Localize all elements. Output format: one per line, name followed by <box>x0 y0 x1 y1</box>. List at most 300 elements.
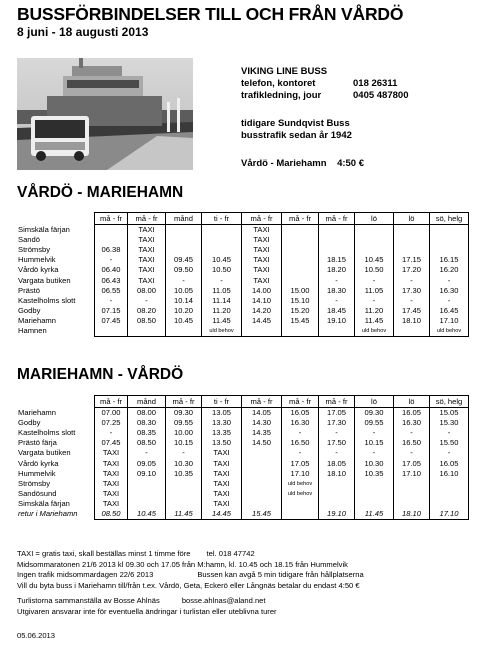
contact-block <box>241 66 461 170</box>
time-cell: 16.45 <box>430 306 469 316</box>
time-cell: - <box>282 428 319 438</box>
time-cell: uld behov <box>282 479 319 489</box>
time-cell <box>282 509 319 520</box>
table-row <box>17 306 469 316</box>
time-cell: 19.10 <box>319 316 355 326</box>
time-cell: 06.55 <box>95 286 128 296</box>
table-row <box>17 418 469 428</box>
contact-row <box>241 90 461 102</box>
time-cell <box>242 499 282 509</box>
time-cell: 19.10 <box>319 509 355 520</box>
time-cell <box>282 225 319 236</box>
time-cell: TAXI <box>95 499 128 509</box>
time-cell <box>430 225 469 236</box>
time-cell: 17.10 <box>394 469 430 479</box>
time-cell: 09.30 <box>166 408 202 419</box>
time-cell: 10.45 <box>166 316 202 326</box>
time-cell <box>319 489 355 499</box>
time-cell: - <box>355 275 394 285</box>
time-cell <box>319 479 355 489</box>
time-cell: uld behov <box>430 326 469 337</box>
time-cell: 15.50 <box>430 438 469 448</box>
time-cell <box>166 489 202 499</box>
day-header: månd <box>128 396 166 408</box>
note-line <box>17 549 472 560</box>
time-cell: 17.05 <box>319 408 355 419</box>
time-cell: TAXI <box>242 275 282 285</box>
time-cell: - <box>394 428 430 438</box>
time-cell: - <box>394 275 430 285</box>
time-cell: 09.50 <box>166 265 202 275</box>
day-header: lö <box>394 396 430 408</box>
time-cell: TAXI <box>202 499 242 509</box>
time-cell: 17.15 <box>394 255 430 265</box>
time-cell <box>95 225 128 236</box>
note-midsummer: Ingen trafik midsommardagen 22/6 2013 <box>17 570 154 579</box>
day-header: må - fr <box>319 396 355 408</box>
time-cell: 17.10 <box>430 509 469 520</box>
time-cell: 07.25 <box>95 418 128 428</box>
time-cell: 10.45 <box>355 255 394 265</box>
time-cell: 10.50 <box>202 265 242 275</box>
time-cell <box>166 245 202 255</box>
time-cell: 16.30 <box>394 418 430 428</box>
time-cell: - <box>319 275 355 285</box>
time-cell: 15.10 <box>282 296 319 306</box>
timetable-vardo-mariehamn <box>17 212 469 337</box>
note-taxi: TAXI = gratis taxi, skall beställas minst 1 timme före <box>17 549 191 558</box>
time-cell: 18.20 <box>319 265 355 275</box>
time-cell: - <box>319 448 355 458</box>
note-line <box>17 596 472 607</box>
time-cell <box>242 469 282 479</box>
time-cell: TAXI <box>202 458 242 468</box>
time-cell: 11.05 <box>355 286 394 296</box>
day-header: må - fr <box>319 213 355 225</box>
time-cell: 18.10 <box>319 469 355 479</box>
stop-name: Strömsby <box>18 478 51 488</box>
time-cell: 16.30 <box>282 418 319 428</box>
time-cell <box>242 489 282 499</box>
header-row <box>17 396 469 408</box>
table-row <box>17 448 469 458</box>
time-cell: 08.35 <box>128 428 166 438</box>
time-cell: 08.50 <box>95 509 128 520</box>
time-cell: - <box>430 428 469 438</box>
note-compiler: Turlistorna sammanställa av Bosse Ahlnäs <box>17 596 160 605</box>
time-cell <box>394 489 430 499</box>
time-cell <box>282 265 319 275</box>
time-cell: 14.20 <box>242 306 282 316</box>
note-line <box>17 570 472 581</box>
time-cell: 16.15 <box>430 255 469 265</box>
day-header: må - fr <box>95 213 128 225</box>
time-cell: 17.10 <box>282 469 319 479</box>
note-email: bosse.ahlnas@aland.net <box>181 596 266 605</box>
time-cell <box>166 326 202 337</box>
stop-name: Kastelholms slott <box>18 295 76 305</box>
stop-name: Prästö färja <box>18 438 57 448</box>
time-cell: 11.14 <box>202 296 242 306</box>
contact-value: 0405 487800 <box>353 90 409 101</box>
time-cell <box>95 326 128 337</box>
time-cell: 14.45 <box>202 509 242 520</box>
table-row <box>17 235 469 245</box>
day-header: må - fr <box>282 213 319 225</box>
day-header: må - fr <box>95 396 128 408</box>
time-cell <box>202 235 242 245</box>
time-cell: TAXI <box>128 265 166 275</box>
ferry-bus-photo <box>17 58 193 170</box>
time-cell: - <box>430 448 469 458</box>
time-cell: 17.50 <box>319 438 355 448</box>
time-cell: 16.05 <box>282 408 319 419</box>
day-header: sö, helg <box>430 213 469 225</box>
time-cell: 09.45 <box>166 255 202 265</box>
time-cell: 17.05 <box>394 458 430 468</box>
time-cell: 08.00 <box>128 286 166 296</box>
stop-name: Hamnen <box>18 326 47 336</box>
time-cell: 14.35 <box>242 428 282 438</box>
time-cell <box>355 245 394 255</box>
table-row <box>17 489 469 499</box>
time-cell: 07.45 <box>95 316 128 326</box>
time-cell: 10.45 <box>202 255 242 265</box>
contact-label: telefon, kontoret <box>241 78 316 89</box>
time-cell: 18.10 <box>394 509 430 520</box>
time-cell: 11.05 <box>202 286 242 296</box>
time-cell <box>394 479 430 489</box>
time-cell: TAXI <box>242 225 282 236</box>
time-cell <box>282 326 319 337</box>
time-cell <box>128 479 166 489</box>
contact-row <box>241 78 461 90</box>
day-header: månd <box>166 213 202 225</box>
time-cell: TAXI <box>95 489 128 499</box>
time-cell: 10.05 <box>166 286 202 296</box>
history-line: busstrafik sedan år 1942 <box>241 130 352 141</box>
time-cell: 17.30 <box>394 286 430 296</box>
time-cell: 10.20 <box>166 306 202 316</box>
time-cell: TAXI <box>128 275 166 285</box>
table-row <box>17 316 469 326</box>
time-cell: 15.20 <box>282 306 319 316</box>
time-cell: 16.30 <box>430 286 469 296</box>
table-row <box>17 225 469 236</box>
time-cell: 16.05 <box>394 408 430 419</box>
time-cell <box>430 235 469 245</box>
stop-name: Sandösund <box>18 488 57 498</box>
time-cell: 15.45 <box>282 316 319 326</box>
time-cell <box>202 225 242 236</box>
time-cell <box>355 499 394 509</box>
time-cell: 11.45 <box>355 316 394 326</box>
time-cell: TAXI <box>95 479 128 489</box>
time-cell: 11.45 <box>355 509 394 520</box>
time-cell: - <box>430 296 469 306</box>
time-cell <box>242 326 282 337</box>
table-row <box>17 408 469 419</box>
stop-name: Simskäla färjan <box>18 224 70 234</box>
time-cell <box>430 489 469 499</box>
time-cell: - <box>202 275 242 285</box>
day-header: må - fr <box>128 213 166 225</box>
time-cell <box>166 225 202 236</box>
section-heading-mariehamn-vardo: MARIEHAMN - VÅRDÖ <box>17 366 184 383</box>
time-cell: 10.14 <box>166 296 202 306</box>
stop-name: Vargata butiken <box>18 448 71 458</box>
time-cell: 09.05 <box>128 458 166 468</box>
time-cell: 15.30 <box>430 418 469 428</box>
stop-name: Hummelvik <box>18 468 56 478</box>
note-early-departure: Bussen kan avgå 5 min tidigare från hållplatserna <box>197 570 364 579</box>
time-cell <box>319 245 355 255</box>
time-cell: - <box>394 448 430 458</box>
contact-label: trafikledning, jour <box>241 90 322 101</box>
time-cell: 15.45 <box>242 509 282 520</box>
section-heading-vardo-mariehamn: VÅRDÖ - MARIEHAMN <box>17 184 184 201</box>
time-cell: 10.35 <box>355 469 394 479</box>
time-cell: 10.15 <box>166 438 202 448</box>
date-range: 8 juni - 18 augusti 2013 <box>17 25 149 39</box>
time-cell: TAXI <box>95 469 128 479</box>
time-cell: uld behov <box>202 326 242 337</box>
print-date: 05.06.2013 <box>17 631 56 640</box>
time-cell: 06.43 <box>95 275 128 285</box>
table-row <box>17 499 469 509</box>
time-cell: 16.50 <box>394 438 430 448</box>
stop-name: Mariehamn <box>18 407 56 417</box>
time-cell: TAXI <box>95 448 128 458</box>
time-cell <box>282 245 319 255</box>
day-header: ti - fr <box>202 396 242 408</box>
table-row <box>17 438 469 448</box>
fare-line: Vårdö - Mariehamn 4:50 € <box>241 158 365 169</box>
stop-name: Kastelholms slott <box>18 428 76 438</box>
time-cell: 18.10 <box>394 316 430 326</box>
time-cell: - <box>95 255 128 265</box>
time-cell <box>242 479 282 489</box>
time-cell: 08.20 <box>128 306 166 316</box>
time-cell: 06.40 <box>95 265 128 275</box>
time-cell: 10.35 <box>166 469 202 479</box>
time-cell: 15.05 <box>430 408 469 419</box>
time-cell: 11.45 <box>202 316 242 326</box>
time-cell <box>128 326 166 337</box>
time-cell: 13.30 <box>202 418 242 428</box>
time-cell <box>394 245 430 255</box>
time-cell: 08.50 <box>128 316 166 326</box>
table-row <box>17 479 469 489</box>
note-line: Vill du byta buss i Mariehamn till/från t.ex. Vårdö, Geta, Eckerö eller Långnäs betalar du endast 4:50 € <box>17 580 360 590</box>
time-cell: 10.30 <box>166 458 202 468</box>
time-cell: 10.00 <box>166 428 202 438</box>
stop-name: Vårdö kyrka <box>18 265 59 275</box>
time-cell: - <box>95 428 128 438</box>
time-cell: 16.20 <box>430 265 469 275</box>
stop-name: Strömsby <box>18 245 51 255</box>
time-cell: 16.10 <box>430 469 469 479</box>
time-cell: TAXI <box>128 255 166 265</box>
time-cell: - <box>355 428 394 438</box>
contact-value: 018 26311 <box>353 78 398 89</box>
day-header: må - fr <box>282 396 319 408</box>
time-cell <box>355 235 394 245</box>
time-cell: TAXI <box>128 235 166 245</box>
stop-name: Godby <box>18 418 41 428</box>
stop-name: Hummelvik <box>18 255 56 265</box>
stop-name: Prästö <box>18 285 40 295</box>
time-cell: 14.50 <box>242 438 282 448</box>
time-cell: 08.50 <box>128 438 166 448</box>
time-cell <box>128 499 166 509</box>
timetable-mariehamn-vardo <box>17 395 469 520</box>
page-title: BUSSFÖRBINDELSER TILL OCH FRÅN VÅRDÖ <box>17 4 404 24</box>
time-cell: 10.45 <box>128 509 166 520</box>
time-cell: 09.55 <box>355 418 394 428</box>
time-cell: 14.05 <box>242 408 282 419</box>
time-cell: TAXI <box>242 255 282 265</box>
time-cell <box>319 326 355 337</box>
time-cell: 17.05 <box>282 458 319 468</box>
time-cell: - <box>282 448 319 458</box>
notes-block <box>17 549 472 642</box>
time-cell: 07.15 <box>95 306 128 316</box>
day-header: må - fr <box>242 213 282 225</box>
time-cell <box>282 499 319 509</box>
time-cell: 08.00 <box>128 408 166 419</box>
time-cell <box>394 235 430 245</box>
header-blank <box>17 396 95 408</box>
time-cell: uld behov <box>282 489 319 499</box>
time-cell: - <box>128 296 166 306</box>
time-cell: 15.00 <box>282 286 319 296</box>
time-cell: - <box>166 448 202 458</box>
time-cell <box>166 499 202 509</box>
day-header: lö <box>394 213 430 225</box>
time-cell: - <box>128 448 166 458</box>
time-cell: 06.38 <box>95 245 128 255</box>
time-cell: 17.45 <box>394 306 430 316</box>
stop-name: Mariehamn <box>18 315 56 325</box>
table-row <box>17 245 469 255</box>
table-row <box>17 296 469 306</box>
table-row <box>17 458 469 468</box>
time-cell: TAXI <box>242 265 282 275</box>
time-cell: 18.45 <box>319 306 355 316</box>
day-header: ti - fr <box>202 213 242 225</box>
time-cell: 10.15 <box>355 438 394 448</box>
time-cell: 17.30 <box>319 418 355 428</box>
table-row <box>17 428 469 438</box>
time-cell: TAXI <box>202 479 242 489</box>
time-cell: 18.30 <box>319 286 355 296</box>
time-cell: TAXI <box>128 225 166 236</box>
stop-name: Vårdö kyrka <box>18 458 59 468</box>
stop-name: Vargata butiken <box>18 275 71 285</box>
table-row <box>17 275 469 285</box>
time-cell: - <box>95 296 128 306</box>
time-cell: - <box>355 296 394 306</box>
time-cell: 09.10 <box>128 469 166 479</box>
time-cell <box>282 255 319 265</box>
day-header: lö <box>355 213 394 225</box>
table-row <box>17 286 469 296</box>
time-cell <box>319 225 355 236</box>
time-cell <box>355 489 394 499</box>
time-cell: TAXI <box>242 235 282 245</box>
time-cell: 18.15 <box>319 255 355 265</box>
time-cell <box>394 326 430 337</box>
time-cell: TAXI <box>95 458 128 468</box>
day-header: sö, helg <box>430 396 469 408</box>
stop-name: Sandö <box>18 235 40 245</box>
note-line: Utgivaren ansvarar inte för eventuella ändringar i turlistan eller uteblivna turer <box>17 606 277 616</box>
time-cell: - <box>319 296 355 306</box>
time-cell <box>430 499 469 509</box>
time-cell: 13.05 <box>202 408 242 419</box>
table-row <box>17 265 469 275</box>
note-line: Midsommaratonen 21/6 2013 kl 09.30 och 17.05 från M:hamn, kl. 10.45 och 18.15 från Hummelvik <box>17 559 348 569</box>
header-row <box>17 213 469 225</box>
time-cell: 14.30 <box>242 418 282 428</box>
time-cell: 07.00 <box>95 408 128 419</box>
time-cell <box>128 489 166 499</box>
time-cell: - <box>355 448 394 458</box>
time-cell <box>242 448 282 458</box>
time-cell: TAXI <box>202 448 242 458</box>
time-cell: TAXI <box>242 245 282 255</box>
stop-name: Simskäla färjan <box>18 498 70 508</box>
time-cell <box>282 235 319 245</box>
time-cell: - <box>430 275 469 285</box>
stop-name: retur i Mariehamn <box>18 509 78 519</box>
time-cell: 14.45 <box>242 316 282 326</box>
time-cell: 10.30 <box>355 458 394 468</box>
time-cell: 14.00 <box>242 286 282 296</box>
table-row <box>17 255 469 265</box>
time-cell: 07.45 <box>95 438 128 448</box>
time-cell: - <box>166 275 202 285</box>
time-cell <box>166 479 202 489</box>
time-cell <box>319 235 355 245</box>
table-row <box>17 326 469 337</box>
time-cell: 13.35 <box>202 428 242 438</box>
time-cell: uld behov <box>355 326 394 337</box>
time-cell <box>202 245 242 255</box>
time-cell: - <box>394 296 430 306</box>
time-cell: 14.10 <box>242 296 282 306</box>
time-cell: TAXI <box>202 469 242 479</box>
stop-name: Godby <box>18 305 41 315</box>
time-cell: 17.10 <box>430 316 469 326</box>
time-cell: 10.50 <box>355 265 394 275</box>
time-cell: TAXI <box>202 489 242 499</box>
time-cell <box>355 479 394 489</box>
time-cell <box>394 225 430 236</box>
time-cell <box>166 235 202 245</box>
note-taxi-phone: tel. 018 47742 <box>206 549 255 558</box>
time-cell <box>319 499 355 509</box>
time-cell <box>282 275 319 285</box>
day-header: må - fr <box>242 396 282 408</box>
time-cell: 17.20 <box>394 265 430 275</box>
time-cell: 16.05 <box>430 458 469 468</box>
history-line: tidigare Sundqvist Buss <box>241 118 350 129</box>
table-row <box>17 469 469 479</box>
time-cell: TAXI <box>128 245 166 255</box>
time-cell <box>430 245 469 255</box>
